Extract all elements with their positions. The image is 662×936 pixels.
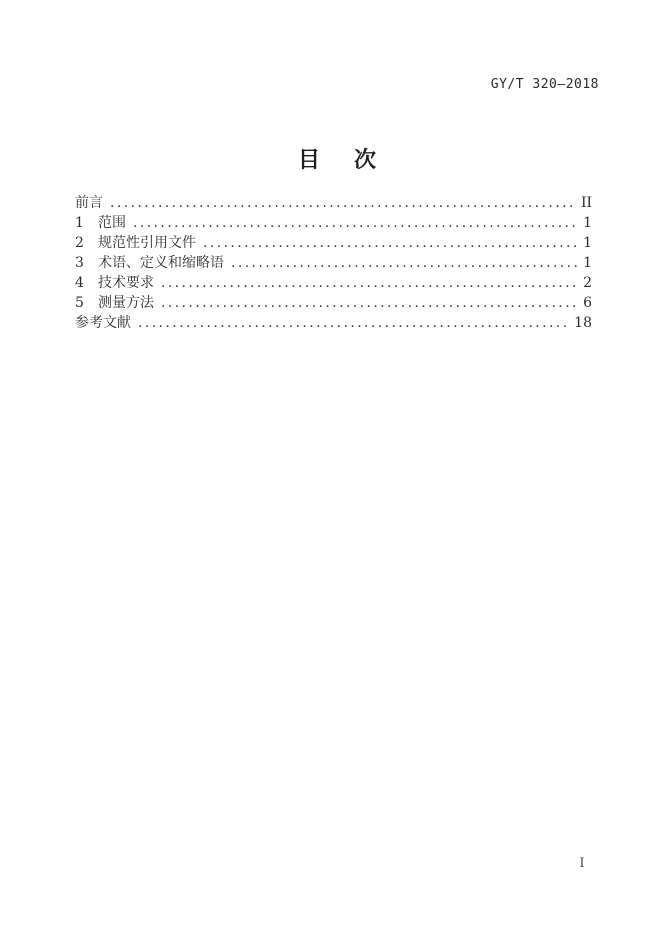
footer-page-number: I <box>579 856 585 871</box>
toc-entry <box>75 213 592 233</box>
page-title: 目 次 <box>297 148 383 173</box>
toc-dot-leader <box>133 213 578 233</box>
toc-entry-label: 技术要求 <box>98 275 154 291</box>
toc-entry-number: 5 <box>75 295 84 311</box>
toc-dot-leader <box>161 293 578 313</box>
toc-entry <box>75 253 592 273</box>
toc-entry <box>75 233 592 253</box>
toc-entry-page: 18 <box>574 315 592 331</box>
toc-entry-number: 2 <box>75 235 84 251</box>
toc-entry-label: 测量方法 <box>98 295 154 311</box>
toc-entry-page: II <box>580 195 592 211</box>
toc-entry-page: 2 <box>583 275 592 291</box>
toc-dot-leader <box>110 193 576 213</box>
toc-dot-leader <box>138 313 569 333</box>
toc-entry-label: 前言 <box>75 195 103 211</box>
toc-dot-leader <box>203 233 578 253</box>
toc-entry-number: 3 <box>75 255 84 271</box>
toc-entry-label: 规范性引用文件 <box>98 235 196 251</box>
toc-entry <box>75 273 592 293</box>
toc-entry <box>75 293 592 313</box>
toc-entry-label: 参考文献 <box>75 315 131 331</box>
toc-dot-leader <box>161 273 578 293</box>
header-standard-code: GY/T 320—2018 <box>490 77 599 92</box>
toc-entry-page: 1 <box>583 235 592 251</box>
toc-entry <box>75 193 592 213</box>
toc-entry <box>75 313 592 333</box>
toc-entry-page: 1 <box>583 255 592 271</box>
toc-dot-leader <box>231 253 578 273</box>
toc-entry-number: 4 <box>75 275 84 291</box>
toc-entry-label: 术语、定义和缩略语 <box>98 255 224 271</box>
toc-entry-number: 1 <box>75 215 84 231</box>
toc-list <box>75 193 592 333</box>
toc-entry-page: 6 <box>583 295 592 311</box>
toc-entry-label: 范围 <box>98 215 126 231</box>
toc-entry-page: 1 <box>583 215 592 231</box>
